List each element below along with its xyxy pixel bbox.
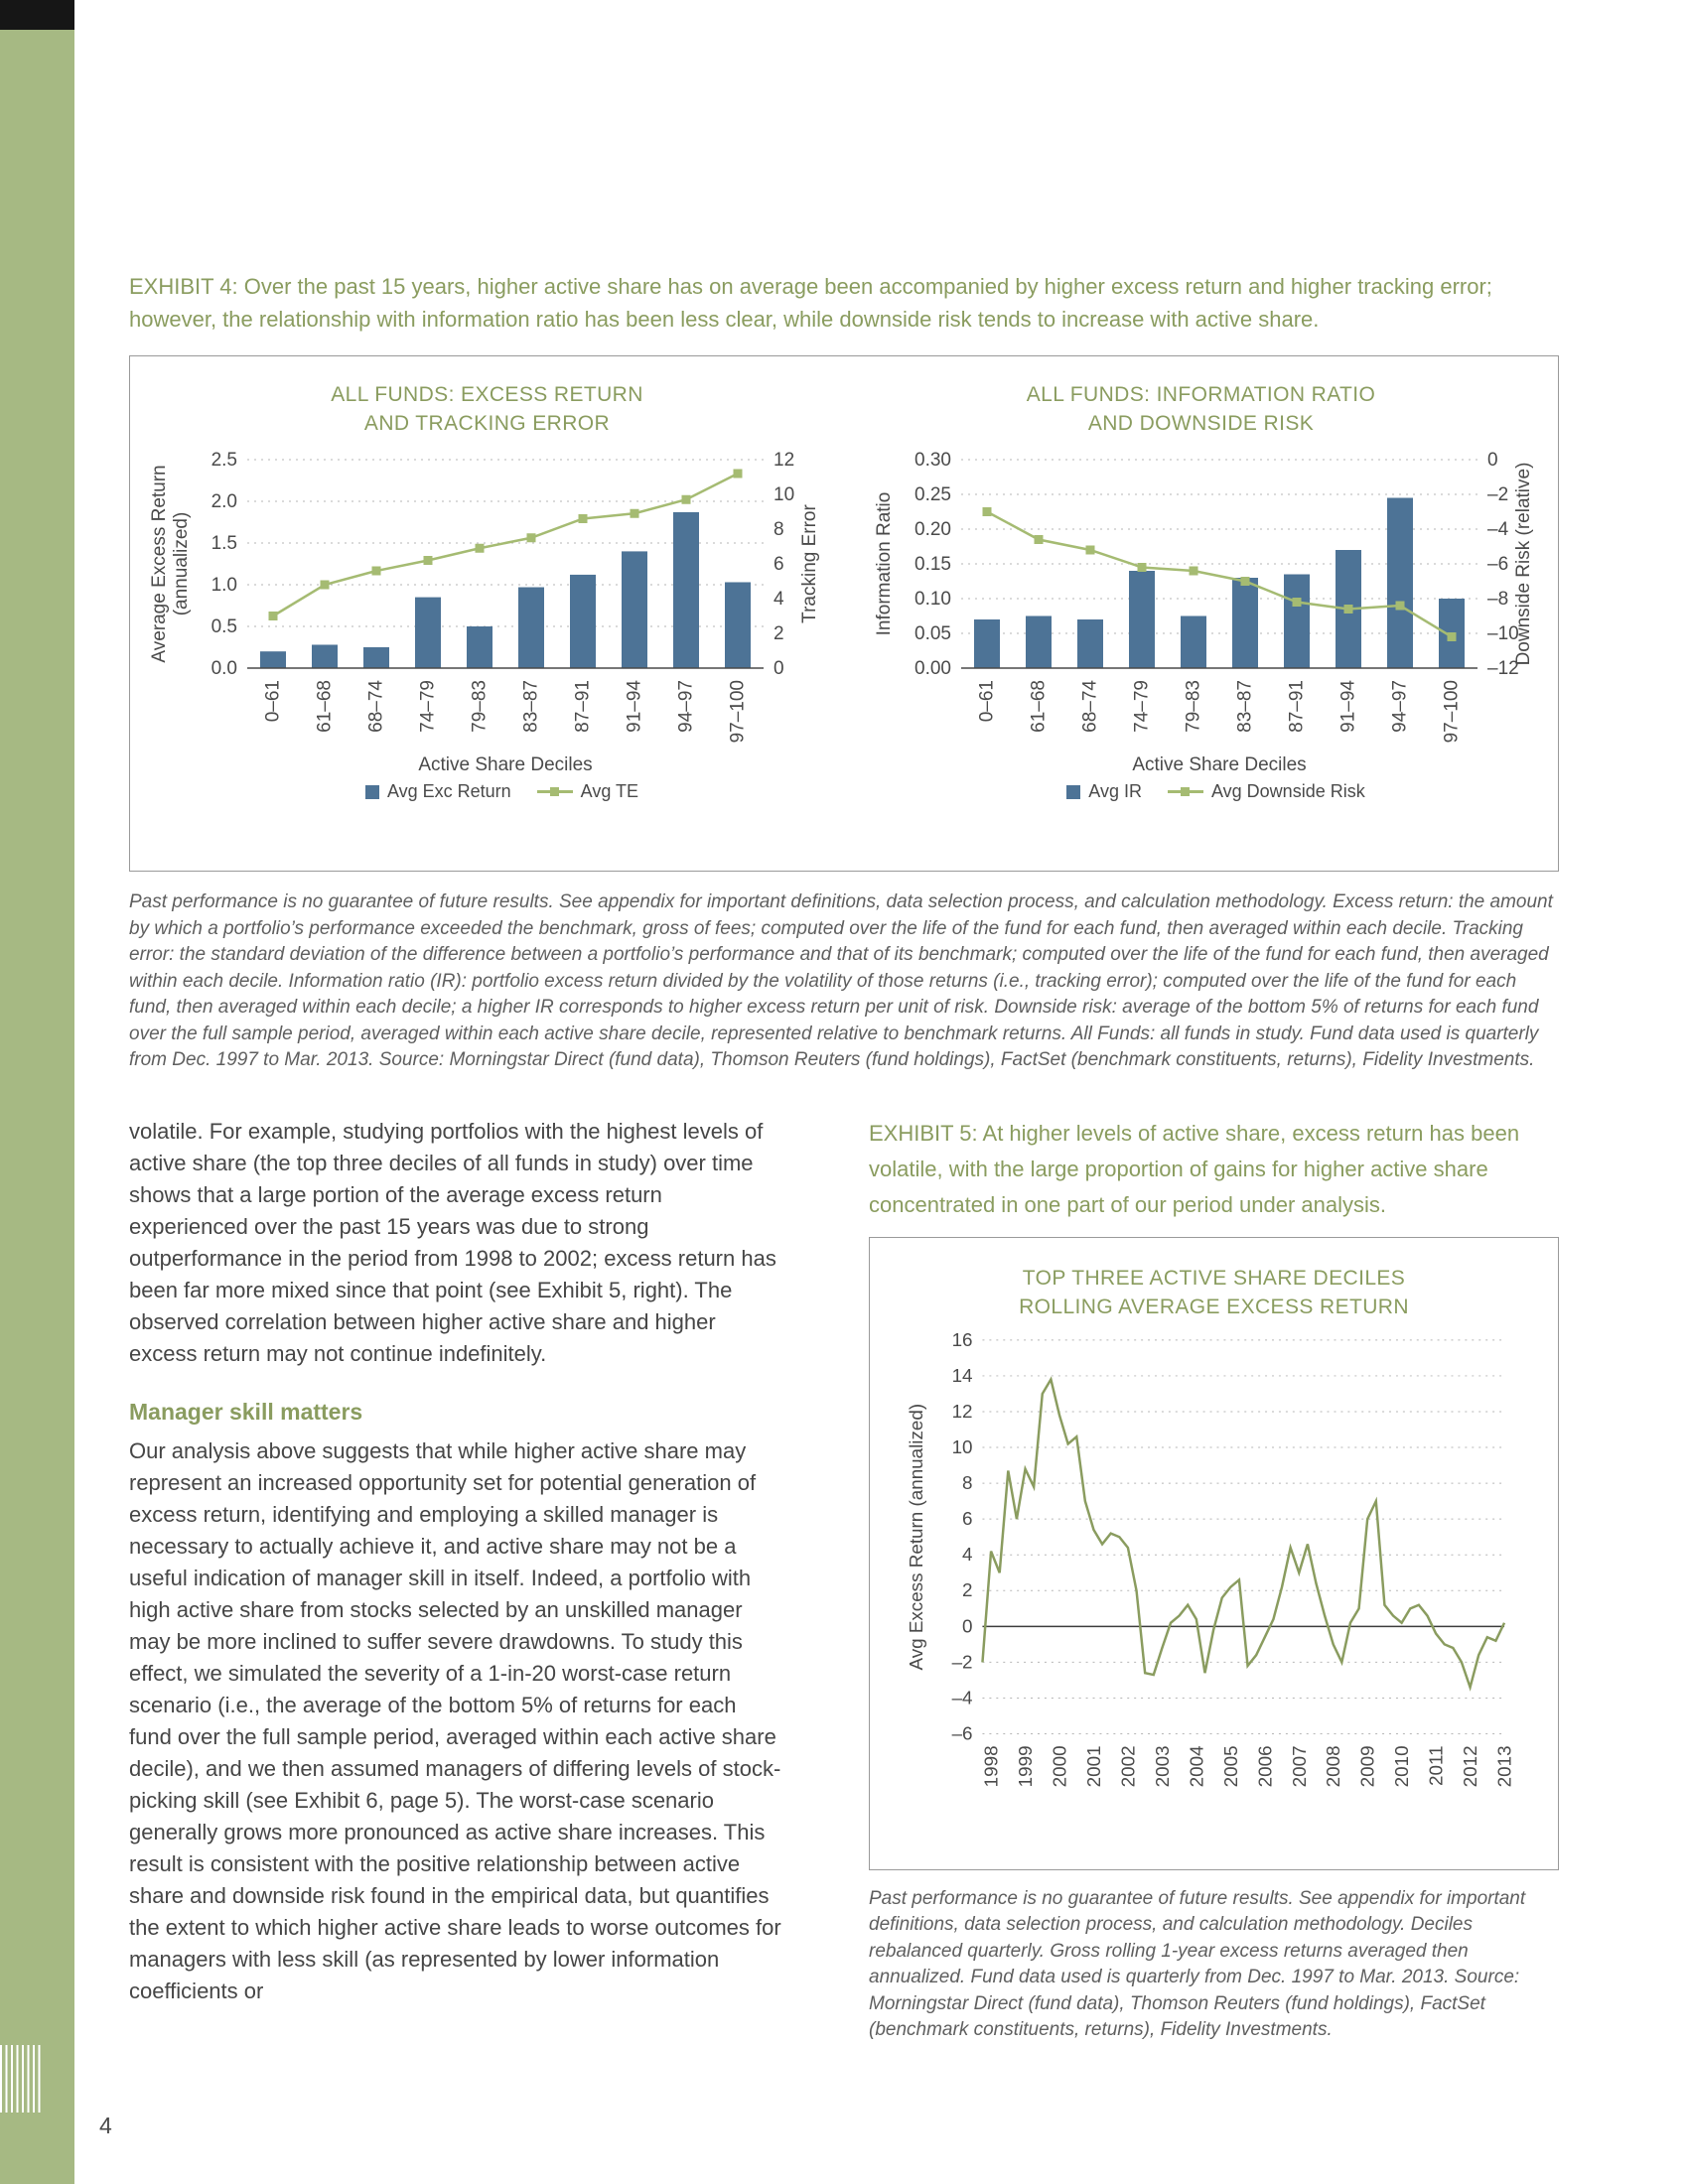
svg-text:79–83: 79–83 <box>469 680 490 733</box>
page-number: 4 <box>99 2113 112 2138</box>
line-series-swatch-icon <box>1168 787 1203 797</box>
svg-text:74–79: 74–79 <box>1131 680 1152 733</box>
chart2-title <box>1027 380 1376 438</box>
svg-text:Avg Excess Return (annualized): Avg Excess Return (annualized) <box>905 1403 926 1671</box>
svg-text:2: 2 <box>962 1578 973 1600</box>
chart3-title-line1: TOP THREE ACTIVE SHARE DECILES <box>1022 1266 1406 1290</box>
svg-text:–2: –2 <box>1486 484 1508 505</box>
svg-text:6: 6 <box>962 1507 973 1529</box>
svg-text:0.00: 0.00 <box>914 658 951 679</box>
svg-text:87–91: 87–91 <box>572 680 593 733</box>
legend-label: Avg Downside Risk <box>1210 781 1365 801</box>
svg-text:83–87: 83–87 <box>1234 680 1255 733</box>
svg-text:–10: –10 <box>1486 623 1519 644</box>
exhibit4-caption: EXHIBIT 4: Over the past 15 years, higher active share has on average been accompanied by higher excess return and higher tracking error; however, the relationship with information ratio has been less clear, while downside risk tends to increase with active share. <box>129 274 1492 332</box>
chart1-legend <box>336 781 638 802</box>
svg-text:Information Ratio: Information Ratio <box>873 491 895 636</box>
sidebar-stripes-decoration <box>0 2045 42 2113</box>
exhibit4-panel <box>129 355 1559 872</box>
svg-text:68–74: 68–74 <box>1079 680 1100 733</box>
sidebar-accent-bar <box>0 0 74 2184</box>
svg-text:0.10: 0.10 <box>914 589 951 610</box>
svg-text:2002: 2002 <box>1117 1744 1139 1787</box>
bar-series-swatch-icon <box>365 785 379 799</box>
chart2-title-line2: AND DOWNSIDE RISK <box>1087 412 1315 435</box>
svg-text:68–74: 68–74 <box>365 680 386 733</box>
svg-text:94–97: 94–97 <box>1389 680 1410 733</box>
svg-text:97–100: 97–100 <box>727 680 748 744</box>
svg-text:61–68: 61–68 <box>314 680 335 733</box>
svg-text:91–94: 91–94 <box>624 680 644 733</box>
svg-text:0.15: 0.15 <box>914 554 951 575</box>
legend-label: Avg IR <box>1088 781 1142 801</box>
svg-text:2006: 2006 <box>1254 1744 1276 1787</box>
svg-text:Active Share Deciles: Active Share Deciles <box>1131 754 1307 775</box>
svg-text:10: 10 <box>773 484 794 505</box>
svg-text:2007: 2007 <box>1288 1744 1310 1787</box>
excess-return-tracking-error-chart <box>140 442 835 779</box>
legend-avg-te <box>537 781 638 802</box>
svg-text:–4: –4 <box>951 1686 973 1707</box>
body-right-column <box>869 1116 1559 2044</box>
svg-text:2.5: 2.5 <box>211 450 237 471</box>
svg-text:12: 12 <box>951 1400 973 1422</box>
svg-text:–12: –12 <box>1486 658 1519 679</box>
line-series-swatch-icon <box>537 787 573 797</box>
svg-text:2.0: 2.0 <box>211 491 237 512</box>
legend-avg-exc-return <box>365 781 511 802</box>
svg-text:94–97: 94–97 <box>675 680 696 733</box>
svg-text:Average Excess Return(annualiz: Average Excess Return(annualized) <box>148 465 192 663</box>
svg-text:2008: 2008 <box>1323 1744 1344 1787</box>
chart2-title-line1: ALL FUNDS: INFORMATION RATIO <box>1026 383 1376 406</box>
svg-text:–6: –6 <box>951 1721 973 1743</box>
svg-text:8: 8 <box>962 1471 973 1493</box>
svg-text:0: 0 <box>962 1614 973 1636</box>
section-heading-manager-skill: Manager skill matters <box>129 1398 363 1425</box>
svg-text:61–68: 61–68 <box>1028 680 1049 733</box>
svg-text:87–91: 87–91 <box>1286 680 1307 733</box>
svg-text:–2: –2 <box>951 1650 973 1672</box>
legend-avg-downside-risk <box>1168 781 1365 802</box>
legend-avg-ir <box>1066 781 1142 802</box>
svg-text:79–83: 79–83 <box>1183 680 1203 733</box>
svg-text:0.5: 0.5 <box>211 616 237 637</box>
chart-excess-return-tracking-error <box>130 356 844 871</box>
svg-text:12: 12 <box>773 450 794 471</box>
svg-text:2000: 2000 <box>1049 1744 1070 1787</box>
svg-text:Tracking Error: Tracking Error <box>798 504 820 623</box>
svg-text:0–61: 0–61 <box>976 680 997 723</box>
svg-text:2001: 2001 <box>1082 1744 1104 1787</box>
exhibit5-footnote: Past performance is no guarantee of future results. See appendix for important definitions, data selection process, and calculation methodology. Deciles rebalanced quarterly. Gross rolling 1-year excess returns averaged then annualized. Fund data used is quarterly from Dec. 1997 to Mar. 2013. Source: Morningstar Direct (fund data), Thomson Reuters (fund holdings), FactSet (benchmark constituents, returns), Fidelity Investments. <box>869 1887 1526 2040</box>
svg-text:0: 0 <box>1486 450 1498 471</box>
two-column-body <box>129 1116 1559 2044</box>
chart3-title <box>1019 1264 1409 1321</box>
bar-series-swatch-icon <box>1066 785 1080 799</box>
svg-text:4: 4 <box>773 589 784 610</box>
svg-text:–6: –6 <box>1486 554 1508 575</box>
page-content <box>129 0 1559 2044</box>
svg-text:2005: 2005 <box>1219 1744 1241 1787</box>
svg-text:74–79: 74–79 <box>417 680 438 733</box>
body-paragraph-2: Our analysis above suggests that while higher active share may represent an increased opportunity set for potential generation of excess return, identifying and employing a skilled manager is necessary to actually achieve it, and active share may not be a useful indication of manager skill in itself. Indeed, a portfolio with high active share from stocks selected by an unskilled manager may be more inclined to suffer severe drawdowns. To study this effect, we simulated the severity of a 1-in-20 worst-case return scenario (i.e., the average of the bottom 5% of returns for each fund over the full sample period, averaged within each active share decile), and we then assumed managers of differing levels of stock-picking skill (see Exhibit 6, page 5). The worst-case scenario generally grows more pronounced as active share increases. This result is consistent with the positive relationship between active share and downside risk found in the empirical data, but quantifies the extent to which higher active share leads to worse outcomes for managers with less skill (as represented by lower information coefficients or <box>129 1437 781 2003</box>
chart2-legend <box>1037 781 1364 802</box>
body-paragraph-1: volatile. For example, studying portfolios with the highest levels of active share (the top three deciles of all funds in study) over time shows that a large portion of the average excess return experienced over the past 15 years was due to strong outperformance in the period from 1998 to 2002; excess return has been far more mixed since that point (see Exhibit 5, right). The observed correlation between higher active share and higher excess return may not continue indefinitely. <box>129 1118 776 1366</box>
body-left-column <box>129 1116 784 2044</box>
svg-text:1998: 1998 <box>980 1744 1002 1787</box>
exhibit5-panel <box>869 1237 1559 1870</box>
svg-text:1.5: 1.5 <box>211 533 237 554</box>
svg-text:8: 8 <box>773 519 784 540</box>
svg-text:4: 4 <box>962 1543 973 1565</box>
svg-text:0.20: 0.20 <box>914 519 951 540</box>
svg-text:2011: 2011 <box>1425 1744 1447 1786</box>
svg-text:91–94: 91–94 <box>1337 680 1358 733</box>
svg-text:2009: 2009 <box>1356 1744 1378 1787</box>
svg-text:2003: 2003 <box>1151 1744 1173 1787</box>
chart3-title-line2: ROLLING AVERAGE EXCESS RETURN <box>1019 1295 1409 1318</box>
svg-text:–8: –8 <box>1486 589 1508 610</box>
svg-text:–4: –4 <box>1486 519 1508 540</box>
svg-text:2013: 2013 <box>1493 1744 1515 1787</box>
svg-text:Active Share Deciles: Active Share Deciles <box>417 754 593 775</box>
rolling-excess-return-chart <box>889 1325 1539 1798</box>
svg-text:2: 2 <box>773 623 784 644</box>
chart1-title <box>331 380 643 438</box>
svg-text:1999: 1999 <box>1015 1744 1037 1787</box>
svg-text:0.05: 0.05 <box>914 623 951 644</box>
svg-text:1.0: 1.0 <box>211 575 237 596</box>
svg-text:Downside Risk (relative): Downside Risk (relative) <box>1512 462 1534 666</box>
svg-text:97–100: 97–100 <box>1441 680 1462 744</box>
chart1-title-line2: AND TRACKING ERROR <box>363 412 611 435</box>
exhibit4-footnote: Past performance is no guarantee of future results. See appendix for important definitions, data selection process, and calculation methodology. Excess return: the amount by which a portfolio’s performance exceeded the benchmark, gross of fees; computed over the life of the fund for each fund, then averaged within each decile. Tracking error: the standard deviation of the difference between a portfolio’s performance and that of its benchmark; computed over the life of the fund for each fund, then averaged within each decile. Information ratio (IR): portfolio excess return divided by the volatility of those returns (i.e., tracking error); computed over the life of the fund for each fund, then averaged within each decile; a higher IR corresponds to higher excess return per unit of risk. Downside risk: average of the bottom 5% of returns for each fund over the full sample period, averaged within each active share decile, represented relative to benchmark returns. All Funds: all funds in study. Fund data used is quarterly from Dec. 1997 to Mar. 2013. Source: Morningstar Direct (fund data), Thomson Reuters (fund holdings), FactSet (benchmark constituents, returns), Fidelity Investments. <box>129 891 1553 1070</box>
svg-text:0.25: 0.25 <box>914 484 951 505</box>
sidebar-top-black-block <box>0 0 74 30</box>
legend-label: Avg TE <box>580 781 639 801</box>
information-ratio-downside-risk-chart <box>854 442 1549 779</box>
chart1-title-line1: ALL FUNDS: EXCESS RETURN <box>331 383 643 406</box>
chart-information-ratio-downside-risk <box>844 356 1558 871</box>
svg-text:0.0: 0.0 <box>211 658 237 679</box>
svg-text:16: 16 <box>951 1328 973 1350</box>
legend-label: Avg Exc Return <box>386 781 511 801</box>
svg-text:83–87: 83–87 <box>520 680 541 733</box>
svg-text:0: 0 <box>773 658 784 679</box>
svg-text:0–61: 0–61 <box>262 680 283 723</box>
svg-text:2010: 2010 <box>1391 1744 1413 1787</box>
svg-text:10: 10 <box>951 1435 973 1457</box>
svg-text:14: 14 <box>951 1364 973 1386</box>
svg-text:6: 6 <box>773 554 784 575</box>
svg-text:2012: 2012 <box>1460 1744 1481 1787</box>
svg-text:2004: 2004 <box>1186 1744 1207 1787</box>
exhibit5-caption: EXHIBIT 5: At higher levels of active share, excess return has been volatile, with the large proportion of gains for higher active share concentrated in one part of our period under analysis. <box>869 1120 1520 1217</box>
svg-text:0.30: 0.30 <box>914 450 951 471</box>
